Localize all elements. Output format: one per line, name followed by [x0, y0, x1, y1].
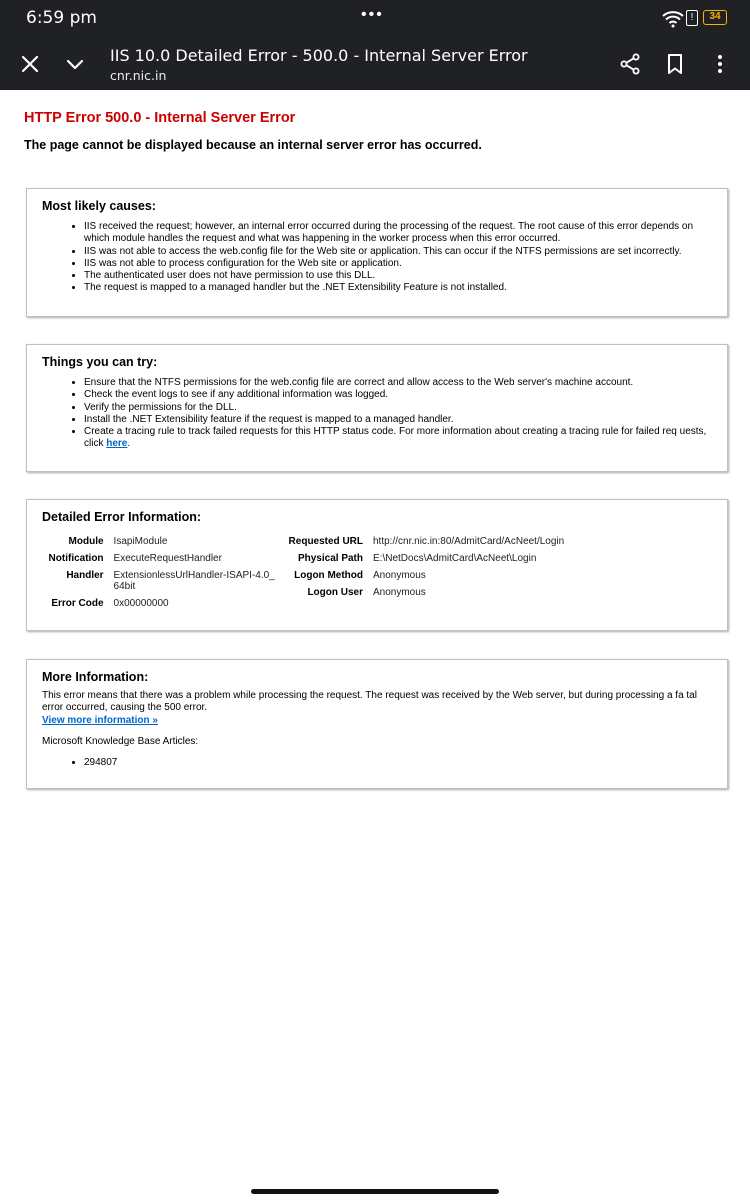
- list-item: • IIS received the request; however, an internal error occurred during the processing of the request. The root cause of this error depends on which module handles the request and what was happening in the worker process when this error occurred.: [84, 221, 713, 246]
- tracing-text-end: .: [127, 438, 131, 450]
- try-title: Things you can try:: [42, 355, 158, 369]
- logon-method-value: Anonymous: [373, 570, 426, 581]
- table-row: [37, 536, 277, 553]
- list-item: • The authenticated user does not have permission to use this DLL.: [84, 270, 713, 282]
- list-item: • Check the event logs to see if any additional information was logged.: [84, 389, 713, 401]
- list-item: • Verify the permissions for the DLL.: [84, 402, 713, 414]
- physical-path-label: Physical Path: [297, 553, 363, 564]
- handler-label: Handler: [66, 570, 104, 581]
- kb-list: [42, 757, 713, 769]
- tracing-text: Create a tracing rule to track failed requests for this HTTP status code. For more information about creating a tracing rule for failed req uests, click: [84, 426, 707, 450]
- share-icon[interactable]: [618, 52, 642, 76]
- table-row: [281, 570, 721, 587]
- status-time: 6:59 pm: [26, 8, 97, 28]
- detail-box: [26, 499, 728, 631]
- causes-box: [26, 188, 728, 317]
- causes-title: Most likely causes:: [42, 199, 156, 213]
- list-item: [84, 426, 713, 451]
- logon-user-label: Logon User: [307, 587, 363, 598]
- page-url[interactable]: cnr.nic.in: [110, 68, 167, 83]
- page-title: IIS 10.0 Detailed Error - 500.0 - Internal Server Error: [110, 46, 528, 65]
- try-box: [26, 344, 728, 472]
- more-info-text: This error means that there was a problem while processing the request. The request was received by the Web server, but during processing a fa tal error occurred, causing the 500 error.: [42, 690, 697, 714]
- requested-url-label: Requested URL: [288, 536, 363, 547]
- close-icon[interactable]: [18, 52, 42, 76]
- status-dots: •••: [361, 6, 384, 23]
- notification-label: Notification: [48, 553, 104, 564]
- more-info-box: [26, 659, 728, 789]
- detail-right-table: [281, 536, 721, 604]
- table-row: [281, 587, 721, 604]
- error-heading: HTTP Error 500.0 - Internal Server Error: [24, 110, 296, 126]
- table-row: [281, 553, 721, 570]
- causes-list: [42, 221, 713, 295]
- bookmark-icon[interactable]: [663, 52, 687, 76]
- notification-value: ExecuteRequestHandler: [113, 553, 222, 564]
- battery-icon: 34: [703, 10, 727, 25]
- error-code-label: Error Code: [51, 598, 104, 609]
- handler-value: ExtensionlessUrlHandler-ISAPI-4.0_64bit: [113, 570, 275, 592]
- detail-title: Detailed Error Information:: [42, 510, 202, 524]
- requested-url-value: http://cnr.nic.in:80/AdmitCard/AcNeet/Login: [373, 536, 565, 547]
- module-label: Module: [68, 536, 104, 547]
- table-row: [37, 553, 277, 570]
- custom-tab-toolbar: [0, 38, 750, 90]
- more-info-title: More Information:: [42, 670, 149, 684]
- status-bar: [0, 0, 750, 38]
- view-more-link[interactable]: View more information »: [42, 714, 158, 726]
- error-subheading: The page cannot be displayed because an internal server error has occurred.: [24, 138, 482, 152]
- table-row: [37, 598, 277, 615]
- list-item: • IIS was not able to access the web.config file for the Web site or application. This can occur if the NTFS permissions are set incorrectly.: [84, 246, 713, 258]
- logon-method-label: Logon Method: [294, 570, 363, 581]
- detail-left-table: [37, 536, 277, 615]
- list-item: • 294807: [84, 757, 713, 769]
- kb-label: Microsoft Knowledge Base Articles:: [42, 735, 199, 747]
- error-code-value: 0x00000000: [113, 598, 169, 609]
- error-header: [24, 110, 728, 152]
- table-row: [37, 570, 277, 598]
- table-row: [281, 536, 721, 553]
- list-item: • Install the .NET Extensibility feature if the request is mapped to a managed handler.: [84, 414, 713, 426]
- more-vert-icon[interactable]: [708, 52, 732, 76]
- alert-icon: !: [686, 10, 698, 26]
- list-item: • Ensure that the NTFS permissions for the web.config file are correct and allow access to the Web server's machine account.: [84, 377, 713, 389]
- try-list: [42, 377, 713, 451]
- wifi-icon: [662, 10, 684, 28]
- gesture-nav-handle[interactable]: [251, 1189, 499, 1194]
- logon-user-value: Anonymous: [373, 587, 426, 598]
- list-item: • The request is mapped to a managed handler but the .NET Extensibility Feature is not installed.: [84, 282, 713, 294]
- physical-path-value: E:\NetDocs\AdmitCard\AcNeet\Login: [373, 553, 537, 564]
- module-value: IsapiModule: [113, 536, 168, 547]
- chevron-down-icon[interactable]: [63, 52, 87, 76]
- list-item: • IIS was not able to process configuration for the Web site or application.: [84, 258, 713, 270]
- here-link[interactable]: here: [106, 438, 128, 450]
